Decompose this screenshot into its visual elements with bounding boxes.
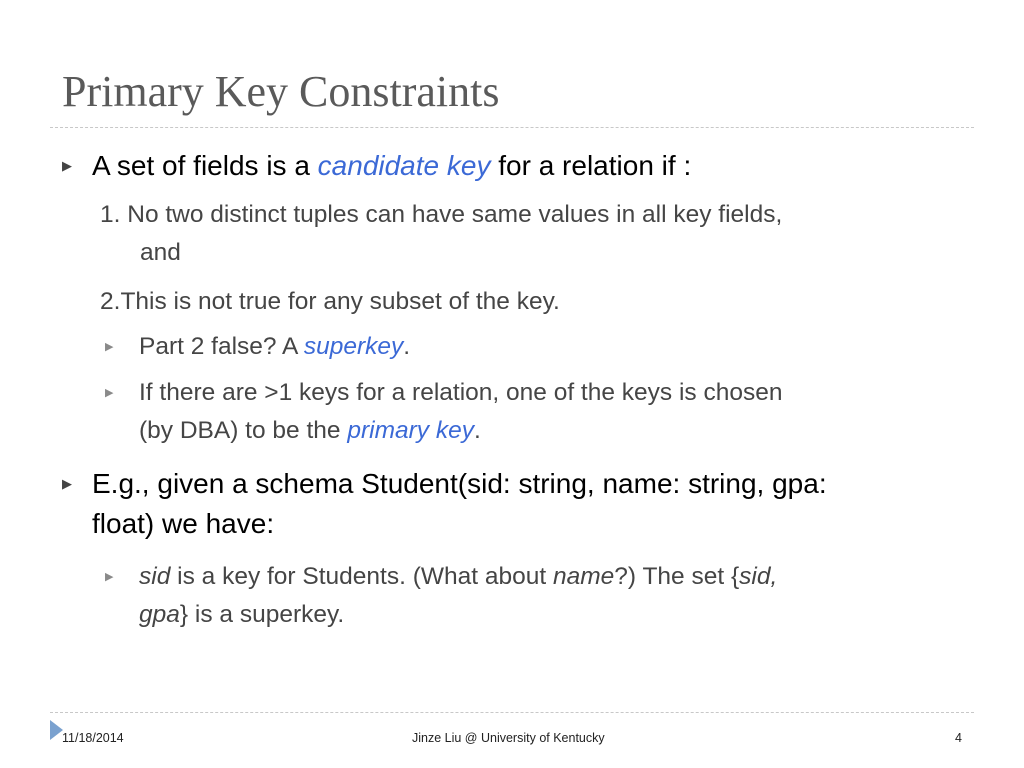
numbered-item-1 (100, 196, 782, 272)
bullet-arrow-icon: ▶ (62, 476, 72, 491)
title-divider (50, 127, 974, 128)
footer-date: 11/18/2014 (62, 731, 124, 745)
bullet-example: ▶ E.g., given a schema Student(sid: string, name: string, gpa: float) we have: (92, 464, 827, 544)
sub-bullet-superkey: ▶ Part 2 false? A superkey. (139, 328, 410, 366)
term-primary-key: primary key (347, 417, 474, 444)
term-superkey: superkey (303, 333, 404, 360)
page-number: 4 (955, 731, 962, 745)
item-number: 2. (100, 288, 121, 315)
slide-title: Primary Key Constraints (62, 67, 500, 116)
term-candidate-key: candidate key (317, 150, 491, 181)
bullet-candidate-key (62, 146, 692, 186)
item-text: This is not true for any subset of the key. (120, 288, 560, 315)
item-text-continued: and (140, 239, 181, 266)
sub-bullet-arrow-icon: ▶ (105, 341, 114, 353)
bullet-line: A set of fields is a candidate key for a relation if : (92, 150, 692, 181)
numbered-item-2 (100, 283, 560, 321)
item-number: 1. (100, 201, 121, 228)
item-text: No two distinct tuples can have same values in all key fields, (127, 201, 783, 228)
sub-bullet-primary-key: ▶ If there are >1 keys for a relation, one of the keys is chosen (by DBA) to be the primary key. (139, 374, 782, 450)
bullet-arrow-icon: ▶ (62, 158, 72, 173)
sub-bullet-sid-key: ▶ sid is a key for Students. (What about name?) The set {sid, gpa} is a superkey. (139, 558, 777, 634)
footer-author: Jinze Liu @ University of Kentucky (412, 731, 605, 745)
footer-divider (50, 712, 974, 713)
sub-bullet-arrow-icon: ▶ (105, 387, 114, 399)
sub-bullet-arrow-icon: ▶ (105, 571, 114, 583)
